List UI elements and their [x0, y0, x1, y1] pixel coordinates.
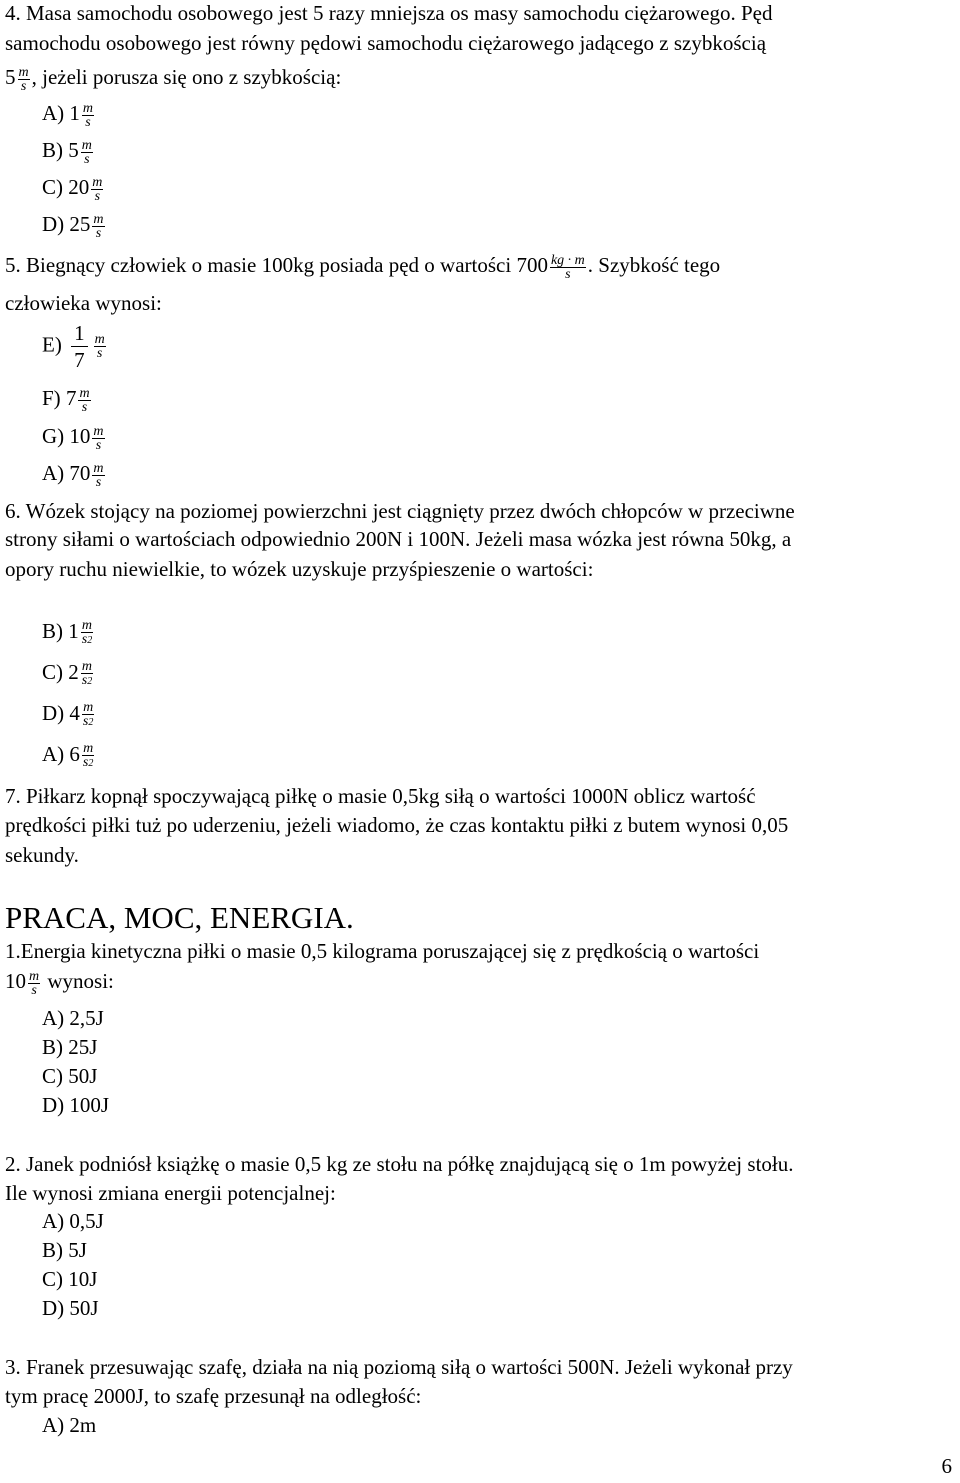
q5-line1: 5. Biegnący człowiek o masie 100kg posiada pęd o wartości 700 $\frac{kg \cdot m}{s}$ . Szybkość tego [5, 252, 721, 282]
e3-option-a: A) 2m [42, 1413, 97, 1437]
e1-option-a: A) 2,5J [42, 1006, 104, 1030]
q5-line2: człowieka wynosi: [5, 291, 162, 315]
e1-line1: 1.Energia kinetyczna piłki o masie 0,5 kilograma poruszającej się z prędkością o wartości [5, 939, 760, 963]
page-number: 6 [941, 1454, 952, 1478]
e1-option-b: B) 25J [42, 1035, 98, 1059]
q4-option-c: C) 20 $\frac{m}{s}$ [42, 174, 103, 204]
unit-m-per-s: $\frac{m}{s}$ [18, 64, 29, 94]
e3-line2: tym pracę 2000J, to szafę przesunął na odległość: [5, 1384, 422, 1408]
q5-option-f: F) 7 $\frac{m}{s}$ [42, 385, 90, 415]
q6-option-d: D) 4 $\frac{m}{s2}$ [42, 700, 94, 730]
unit-kg-m-per-s: $\frac{kg \cdot m}{s}$ [550, 252, 585, 282]
e3-line1: 3. Franek przesuwając szafę, działa na nią poziomą siłą o wartości 500N. Jeżeli wykonał przy [5, 1355, 793, 1379]
q4-line3: 5 $\frac{m}{s}$ , jeżeli porusza się ono z szybkością: [5, 64, 342, 94]
section-heading: PRACA, MOC, ENERGIA. [5, 900, 354, 935]
e1-line2: 10 $\frac{m}{s}$ wynosi: [5, 968, 114, 998]
q7-line3: sekundy. [5, 843, 79, 867]
q6-line2: strony siłami o wartościach odpowiednio 200N i 100N. Jeżeli masa wózka jest równa 50kg, a [5, 527, 792, 551]
e2-option-d: D) 50J [42, 1296, 99, 1320]
q4-line2: samochodu osobowego jest równy pędowi samochodu ciężarowego jadącego z szybkością [5, 31, 767, 55]
e2-option-b: B) 5J [42, 1238, 87, 1262]
q5-option-a: A) 70 $\frac{m}{s}$ [42, 460, 104, 490]
q4-option-a: A) 1 $\frac{m}{s}$ [42, 100, 94, 130]
q6-option-a: A) 6 $\frac{m}{s2}$ [42, 741, 94, 771]
e1-option-c: C) 50J [42, 1064, 98, 1088]
e2-line2: Ile wynosi zmiana energii potencjalnej: [5, 1181, 336, 1205]
q4-option-b: B) 5 $\frac{m}{s}$ [42, 137, 92, 167]
e2-option-c: C) 10J [42, 1267, 98, 1291]
q4-line1: 4. Masa samochodu osobowego jest 5 razy mniejsza os masy samochodu ciężarowego. Pęd [5, 1, 773, 25]
e1-option-d: D) 100J [42, 1093, 110, 1117]
q6-option-b: B) 1 $\frac{m}{s2}$ [42, 618, 93, 648]
q6-line1: 6. Wózek stojący na poziomej powierzchni jest ciągnięty przez dwóch chłopców w przeciwne [5, 499, 795, 523]
q7-line2: prędkości piłki tuż po uderzeniu, jeżeli wiadomo, że czas kontaktu piłki z butem wynosi 0,05 [5, 813, 789, 837]
q6-option-c: C) 2 $\frac{m}{s2}$ [42, 659, 93, 689]
q7-line1: 7. Piłkarz kopnął spoczywającą piłkę o masie 0,5kg siłą o wartości 1000N oblicz wartość [5, 784, 756, 808]
q5-option-g: G) 10 $\frac{m}{s}$ [42, 423, 104, 453]
q6-line3: opory ruchu niewielkie, to wózek uzyskuje przyśpieszenie o wartości: [5, 557, 594, 581]
e2-line1: 2. Janek podniósł książkę o masie 0,5 kg ze stołu na półkę znajdującą się o 1m powyżej stołu. [5, 1152, 794, 1176]
q4-option-d: D) 25 $\frac{m}{s}$ [42, 211, 104, 241]
fraction-one-seventh: $\frac{1}{7}$ [71, 320, 88, 373]
q5-option-e: E) $\frac{1}{7}$ $\frac{m}{s}$ [42, 321, 105, 372]
e2-option-a: A) 0,5J [42, 1209, 104, 1233]
